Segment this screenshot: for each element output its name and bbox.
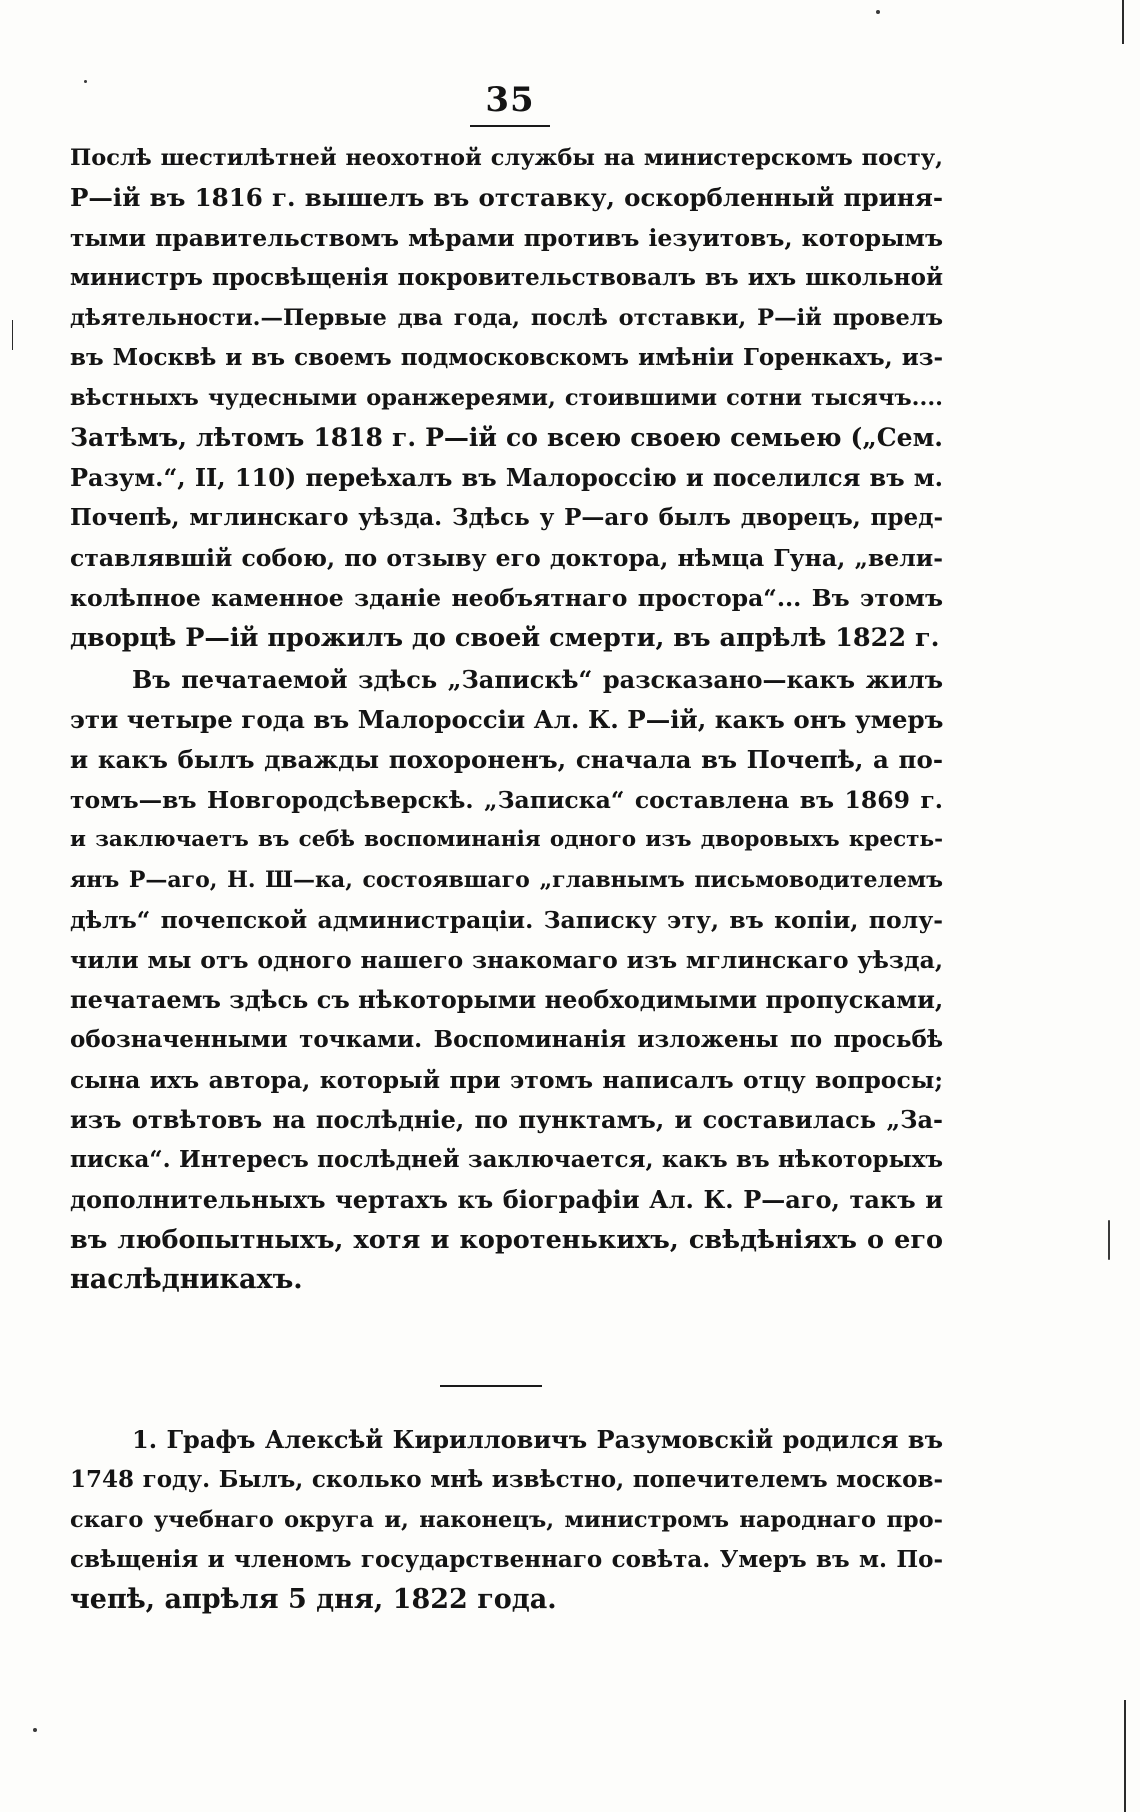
text-line: чили мы отъ одного нашего знакомаго изъ мглинскаго уѣзда, — [70, 946, 943, 974]
text-line: дворцѣ Р—ій прожилъ до своей смерти, въ апрѣлѣ 1822 г. — [70, 623, 940, 653]
scan-edge-mark — [1124, 1700, 1126, 1812]
text-line: и заключаетъ въ себѣ воспоминанія одного изъ дворовыхъ кресть- — [70, 827, 943, 852]
text-line: наслѣдникахъ. — [70, 1264, 303, 1295]
text-line: Почепѣ, мглинскаго уѣзда. Здѣсь у Р—аго былъ дворецъ, пред- — [70, 504, 943, 531]
text-line: обозначенными точками. Воспоминанія изложены по просьбѣ — [70, 1026, 943, 1053]
text-line: дѣлъ“ почепской администраціи. Записку эту, въ копіи, полу- — [70, 906, 943, 934]
scan-edge-mark — [1122, 0, 1124, 44]
footnote-line: свѣщенія и членомъ государственнаго совѣта. Умеръ въ м. По- — [70, 1546, 943, 1573]
text-line: въ любопытныхъ, хотя и коротенькихъ, свѣдѣніяхъ о его — [70, 1225, 943, 1255]
scan-speck — [84, 80, 87, 83]
text-line: изъ отвѣтовъ на послѣдніе, по пунктамъ, и составилась „За- — [70, 1105, 943, 1134]
scan-speck — [33, 1728, 37, 1732]
page-number-underline — [470, 125, 550, 127]
text-line: вѣстныхъ чудесными оранжереями, стоившими сотни тысячъ.... — [70, 385, 943, 411]
text-line: въ Москвѣ и въ своемъ подмосковскомъ имѣніи Горенкахъ, из- — [70, 344, 943, 371]
footnote-line: чепѣ, апрѣля 5 дня, 1822 года. — [70, 1584, 557, 1615]
text-line: писка“. Интересъ послѣдней заключается, какъ въ нѣкоторыхъ — [70, 1146, 943, 1173]
text-line: Р—ій въ 1816 г. вышелъ въ отставку, оскорбленный приня- — [70, 183, 943, 212]
text-line: и какъ былъ дважды похороненъ, сначала въ Почепѣ, а по- — [70, 745, 943, 774]
page-number: 35 — [485, 80, 535, 120]
footnote-line: 1748 году. Былъ, сколько мнѣ извѣстно, попечителемъ москов- — [70, 1466, 943, 1493]
text-line: Разум.“, II, 110) переѣхалъ въ Малороссію и поселился въ м. — [70, 463, 943, 492]
text-line: ставлявшій собою, по отзыву его доктора, нѣмца Гуна, „вели- — [70, 544, 943, 572]
footnote-line: 1. Графъ Алексѣй Кирилловичъ Разумовскій родился въ — [132, 1425, 943, 1454]
text-line: печатаемъ здѣсь съ нѣкоторыми необходимыми пропусками, — [70, 985, 943, 1014]
text-line: колѣпное каменное зданіе необъятнаго простора“... Въ этомъ — [70, 584, 943, 612]
text-line: сына ихъ автора, который при этомъ написалъ отцу вопросы; — [70, 1066, 943, 1094]
text-line: эти четыре года въ Малороссіи Ал. К. Р—ій, какъ онъ умеръ — [70, 705, 943, 734]
text-line: Затѣмъ, лѣтомъ 1818 г. Р—ій со всею своею семьею („Сем. — [70, 423, 943, 452]
text-line: Послѣ шестилѣтней неохотной службы на министерскомъ посту, — [70, 145, 943, 171]
footnote-block — [70, 1420, 943, 1620]
text-line: янъ Р—аго, Н. Ш—ка, состоявшаго „главнымъ письмоводителемъ — [70, 867, 943, 893]
footnote-line: скаго учебнаго округа и, наконецъ, министромъ народнаго про- — [70, 1507, 943, 1533]
scan-edge-mark — [12, 320, 13, 350]
text-line: дополнительныхъ чертахъ къ біографіи Ал. К. Р—аго, такъ и — [70, 1185, 943, 1214]
scan-speck — [876, 10, 880, 14]
text-line: томъ—въ Новгородсѣверскѣ. „Записка“ составлена въ 1869 г. — [70, 786, 943, 814]
text-line: министръ просвѣщенія покровительствовалъ въ ихъ школьной — [70, 264, 943, 291]
text-line: дѣятельности.—Первые два года, послѣ отставки, Р—ій провелъ — [70, 305, 943, 331]
scan-speck — [1108, 1220, 1110, 1260]
main-text-block — [70, 138, 943, 1300]
footnote-separator — [440, 1385, 542, 1387]
text-line: тыми правительствомъ мѣрами противъ іезуитовъ, которымъ — [70, 224, 943, 252]
text-line: Въ печатаемой здѣсь „Запискѣ“ разсказано—какъ жилъ — [132, 665, 943, 694]
